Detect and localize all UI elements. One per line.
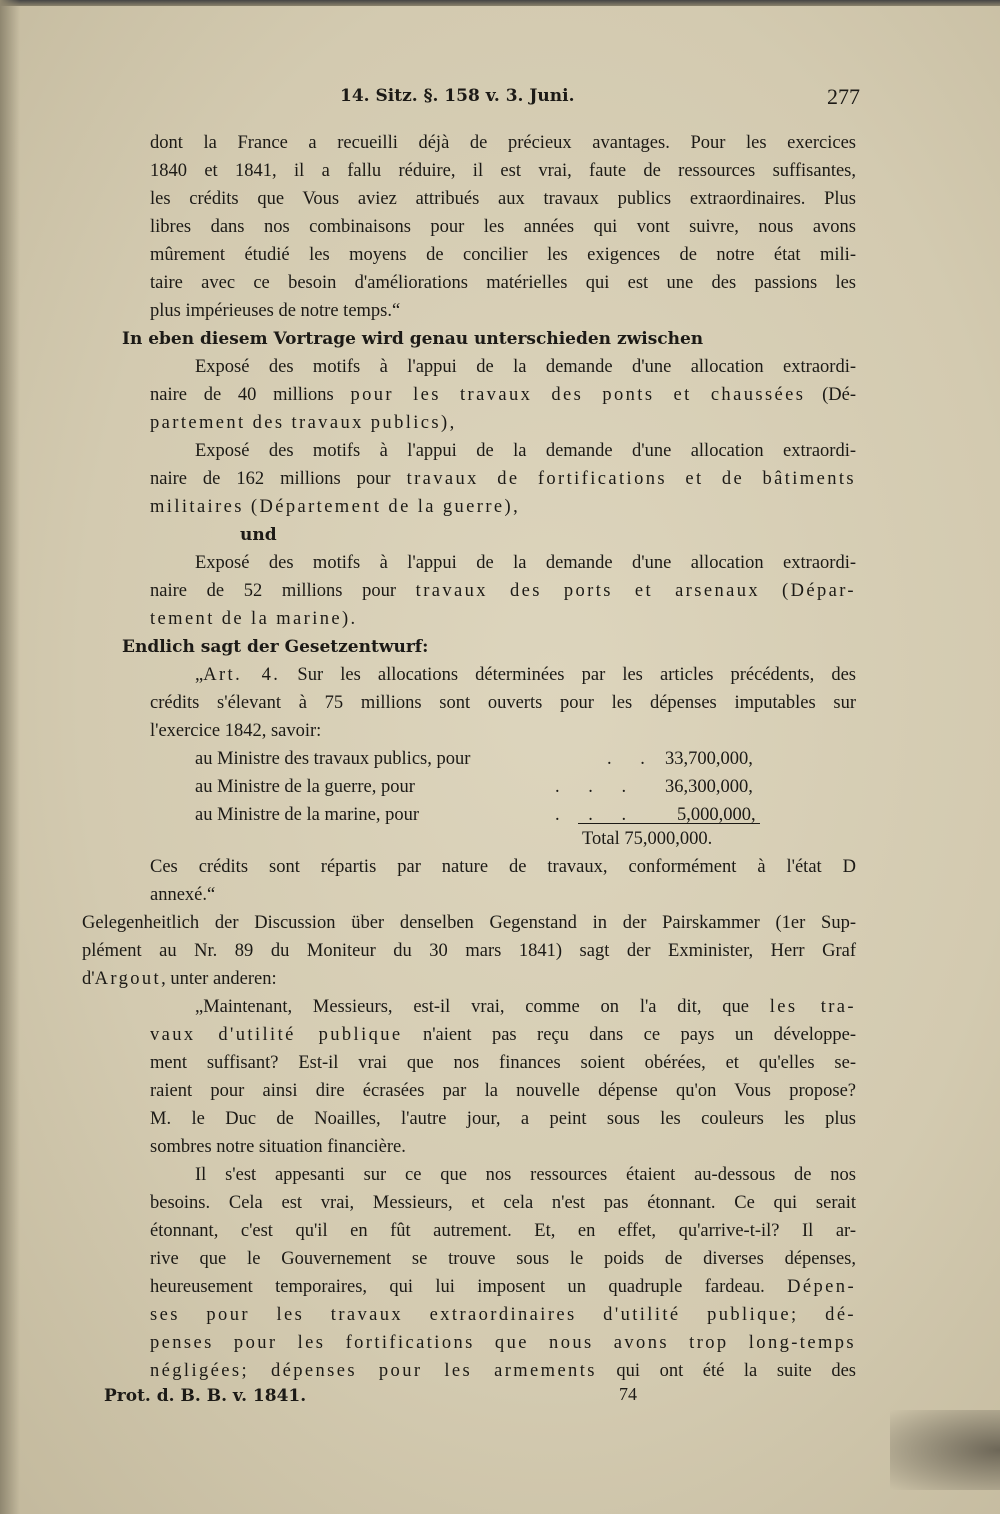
spaced-text: penses pour les fortifications que nous avons trop long-temps <box>150 1333 856 1353</box>
spaced-text: tement de la marine). <box>150 609 358 629</box>
text-line <box>150 1022 856 1048</box>
text-line: Gelegenheitlich der Discussion über denselben Gegenstand in der Pairskammer (1er Sup- <box>82 913 856 933</box>
page-shadow <box>890 1410 1000 1490</box>
text-span: , unter anderen: <box>161 969 277 989</box>
text-span: naire de 162 millions pour <box>150 469 407 489</box>
text-line: mûrement étudié les moyens de concilier les exigences de notre état mili- <box>150 245 856 265</box>
page-header <box>340 86 860 114</box>
text-line: crédits s'élevant à 75 millions sont ouverts pour les dépenses imputables sur <box>150 693 856 713</box>
spaced-text: vaux d'utilité publique <box>150 1025 403 1045</box>
text-span: d' <box>82 969 95 989</box>
text-line: étonnant, c'est qu'il en fût autrement. Et, en effet, qu'arrive-t-il? Il ar- <box>150 1221 856 1241</box>
allocation-amount: 33,700,000, <box>665 749 753 769</box>
page-footer <box>104 1384 704 1408</box>
total-rule <box>578 823 760 824</box>
article-label: Art. 4. <box>203 665 281 685</box>
spaced-text: militaires (Département de la guerre), <box>150 497 521 517</box>
text-line: l'exercice 1842, savoir: <box>150 721 322 741</box>
total-amount: Total 75,000,000. <box>582 829 713 849</box>
allocation-row <box>195 746 856 772</box>
text-line: Il s'est appesanti sur ce que nos ressources étaient au-dessous de nos <box>195 1165 856 1185</box>
text-line <box>150 1274 856 1300</box>
text-line: Ces crédits sont répartis par nature de travaux, conformément à l'état D <box>150 857 856 877</box>
text-line: besoins. Cela est vrai, Messieurs, et cela n'est pas étonnant. Ce qui serait <box>150 1193 856 1213</box>
text-line <box>150 382 856 408</box>
german-line: In eben diesem Vortrage wird genau unterschieden zwischen <box>122 329 704 349</box>
text-line: Exposé des motifs à l'appui de la demande d'une allocation extraordi- <box>195 357 856 377</box>
spaced-text: travaux des ports et arsenaux (Dépar- <box>415 581 856 601</box>
page-number: 277 <box>827 84 860 109</box>
text-span: „ <box>195 665 204 685</box>
text-line <box>82 966 277 992</box>
spaced-text: négligées; dépenses pour les armements <box>150 1361 597 1381</box>
text-line: Exposé des motifs à l'appui de la demande d'une allocation extraordi- <box>195 441 856 461</box>
person-name: Argout <box>94 969 162 989</box>
text-line: 1840 et 1841, il a fallu réduire, il est vrai, faute de ressources suffisantes, <box>150 161 856 181</box>
allocation-label: au Ministre de la guerre, pour <box>195 777 415 797</box>
spaced-text: Dépen- <box>787 1277 856 1297</box>
text-line: plément au Nr. 89 du Moniteur du 30 mars 1841) sagt der Exminister, Herr Graf <box>82 941 856 961</box>
leader-dots: . . . <box>555 805 639 825</box>
text-span: naire de 40 millions <box>150 385 351 405</box>
allocation-label: au Ministre des travaux publics, pour <box>195 749 471 769</box>
text-line: sombres notre situation financière. <box>150 1137 406 1157</box>
text-span: „Maintenant, Messieurs, est-il vrai, comme on l'a dit, que <box>195 997 770 1017</box>
text-line: Exposé des motifs à l'appui de la demande d'une allocation extraordi- <box>195 553 856 573</box>
allocation-row <box>195 774 856 800</box>
text-line <box>150 466 856 492</box>
text-line: taire avec ce besoin d'améliorations matérielles qui est une des passions les <box>150 273 856 293</box>
text-span: n'aient pas reçu dans ce pays un développe- <box>402 1025 856 1045</box>
text-line <box>195 994 856 1020</box>
text-line: rive que le Gouvernement se trouve sous le poids de diverses dépenses, <box>150 1249 856 1269</box>
sheet-number: 74 <box>619 1384 637 1404</box>
text-line: M. le Duc de Noailles, l'autre jour, a peint sous les couleurs les plus <box>150 1109 856 1129</box>
text-line: raient pour ainsi dire écrasées par la nouvelle dépense qu'on Vous propose? <box>150 1081 856 1101</box>
german-line: Endlich sagt der Gesetzentwurf: <box>122 637 429 657</box>
allocation-label: au Ministre de la marine, pour <box>195 805 419 825</box>
text-line <box>150 1358 856 1384</box>
leader-dots: . . <box>607 749 657 769</box>
allocation-row <box>195 802 856 828</box>
running-head: 14. Sitz. §. 158 v. 3. Juni. <box>340 86 575 106</box>
text-line: plus impérieuses de notre temps.“ <box>150 301 401 321</box>
spaced-text: pour les travaux des ponts et chaussées <box>350 385 806 405</box>
text-line: les crédits que Vous aviez attribués aux travaux publics extraordinaires. Plus <box>150 189 856 209</box>
german-line: und <box>240 525 277 545</box>
text-span: heureusement temporaires, qui lui imposent un quadruple fardeau. <box>150 1277 788 1297</box>
spaced-text: partement des travaux publics), <box>150 413 457 433</box>
leader-dots: . . . <box>555 777 639 797</box>
text-line: libres dans nos combinaisons pour les années qui vont suivre, nous avons <box>150 217 856 237</box>
text-span: qui ont été la suite des <box>596 1361 856 1381</box>
allocation-amount: 5,000,000, <box>677 805 756 825</box>
text-span: naire de 52 millions pour <box>150 581 416 601</box>
spaced-text: les tra- <box>769 997 856 1017</box>
spaced-text: travaux de fortifications et de bâtiments <box>406 469 856 489</box>
text-span: (Dé- <box>805 385 856 405</box>
text-line <box>150 578 856 604</box>
text-line: annexé.“ <box>150 885 216 905</box>
signature-mark: Prot. d. B. B. v. 1841. <box>104 1386 307 1406</box>
spaced-text: ses pour les travaux extraordinaires d'utilité publique; dé- <box>150 1305 856 1325</box>
text-line: ment suffisant? Est-il vrai que nos finances soient obérées, et qu'elles se- <box>150 1053 856 1073</box>
allocation-amount: 36,300,000, <box>665 777 753 797</box>
text-line: dont la France a recueilli déjà de précieux avantages. Pour les exercices <box>150 133 856 153</box>
text-span: Sur les allocations déterminées par les articles précédents, des <box>280 665 857 685</box>
text-line <box>195 662 856 688</box>
